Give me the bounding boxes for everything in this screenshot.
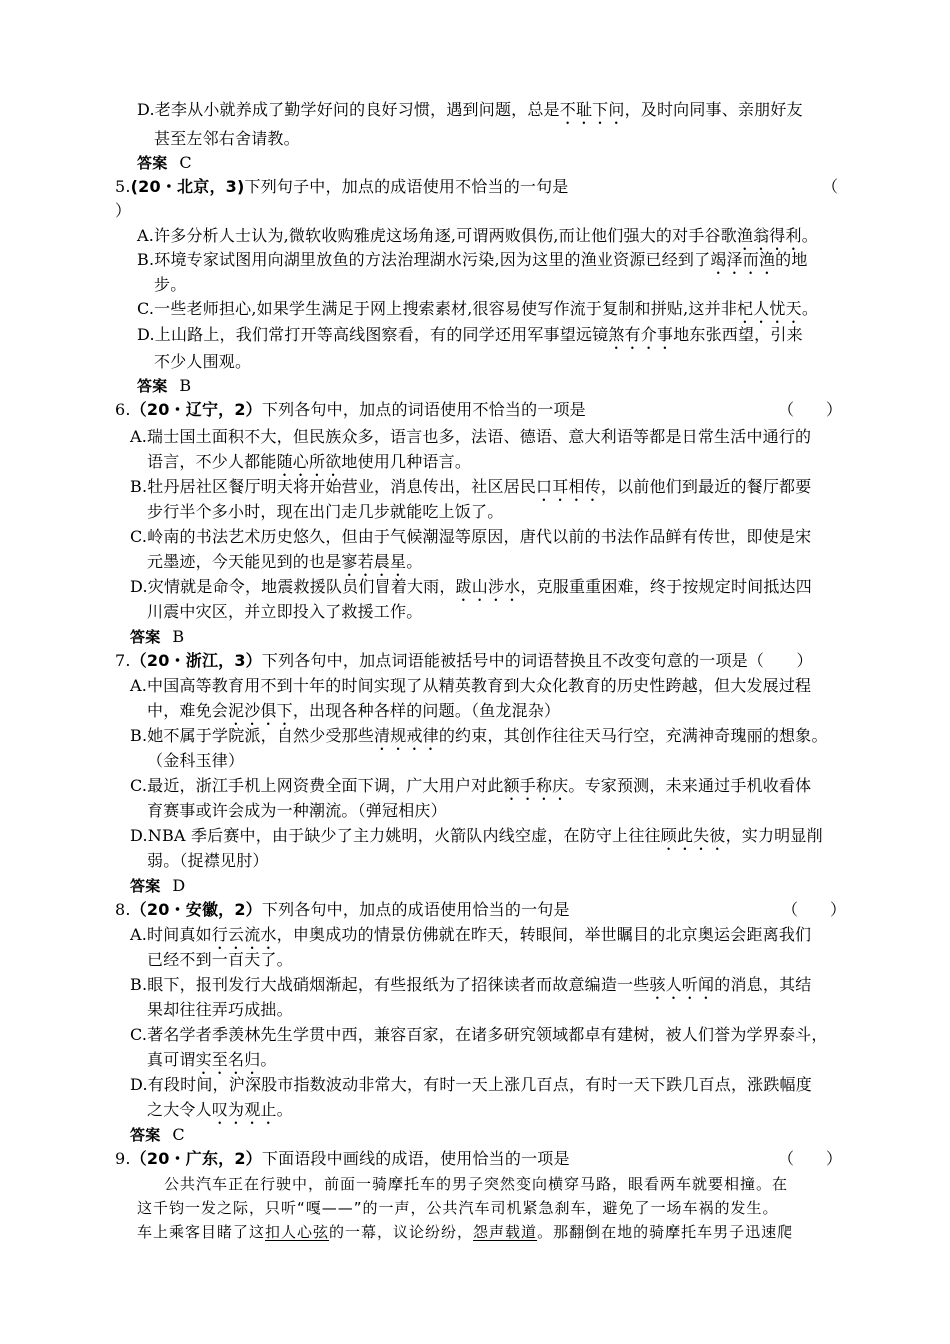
question-text: 下列各句中，加点词语能被括号中的词语替换且不改变句意的一项是（ ） [261, 651, 813, 670]
answer-value: B [172, 627, 185, 646]
q5-option-d-line2: 不少人围观。 [154, 352, 252, 371]
text: D.老李从小就养成了勤学好问的良好习惯，遇到问题，总是 [137, 100, 560, 119]
question-number: 5. [115, 177, 131, 196]
answer-label: 答案 [130, 877, 161, 895]
q7-option-b-line2: （金科玉律） [147, 751, 245, 770]
question-text: 下列句子中，加点的成语使用不恰当的一句是 [244, 177, 569, 196]
q9-answer-paren: （ ） [778, 1149, 843, 1168]
q8-option-b-line1 [130, 975, 811, 1003]
text: D.上山路上，我们常打开等高线图察看，有的同学还用军事望远镜 [137, 325, 609, 344]
text: ，以前他们到最近的餐厅都要 [600, 477, 812, 496]
q8-option-c-line2 [147, 1050, 277, 1078]
q7-option-a-line1: A.中国高等教育用不到十年的时间实现了从精英教育到大众化教育的历史性跨越，但大发展过程 [130, 676, 812, 695]
answer-value: C [172, 1125, 185, 1144]
dotted-idiom: 竭泽而渔 [710, 250, 776, 269]
question-text: 下列各句中，加点的成语使用恰当的一句是 [261, 900, 570, 919]
text: 。 [801, 226, 818, 245]
dotted-idiom: 杞人忧天 [737, 299, 802, 318]
q7-option-d-line1 [130, 826, 823, 854]
q6-answer-paren: （ ） [778, 400, 843, 419]
answer-label: 答案 [130, 1126, 161, 1144]
text: 的约束，其创作往往天马行空，充满神奇瑰丽的想象。 [438, 726, 828, 745]
text: 的地 [775, 250, 808, 269]
question-source: (20・北京，3) [130, 177, 245, 196]
question-number: 8. [115, 900, 131, 919]
q9-stem [115, 1149, 570, 1169]
text: B.她不属于学院派，自然少受那些 [130, 726, 375, 745]
question-text: 下面语段中画线的成语，使用恰当的一项是 [261, 1149, 570, 1168]
text: ，申奥成功的情景仿佛就在昨天，转眼间，举世瞩目的北京奥运会距离我们 [276, 925, 812, 944]
text: A.许多分析人士认为,微软收购雅虎这场角逐,可谓两败俱伤,而让他们强大的对手谷歌 [137, 226, 737, 245]
q6-answer [130, 627, 184, 647]
question-source: （20・安徽，2） [130, 900, 262, 919]
answer-value: C [179, 153, 192, 172]
q8-answer [130, 1125, 185, 1145]
dotted-idiom: 寥若晨星 [341, 552, 407, 571]
q5-stem [115, 177, 569, 197]
text: 元墨迹，今天能见到的也是 [147, 552, 342, 571]
dotted-idiom: 跋山涉水 [455, 577, 521, 596]
q8-answer-paren: （ ） [782, 900, 847, 919]
q7-option-a-line2 [147, 701, 560, 729]
text: 车上乘客目睹了这 [137, 1223, 266, 1241]
text: 。 [801, 299, 819, 318]
q4-answer [137, 153, 192, 173]
q6-option-b-line1 [130, 477, 811, 505]
q6-stem [115, 400, 586, 420]
dotted-idiom: 口耳相传 [536, 477, 601, 496]
q4-option-d-line1 [137, 100, 803, 128]
q6-option-b-line2: 步行半个多小时，现在出门走几步就能吃上饭了。 [147, 502, 504, 521]
dotted-idiom: 骇人听闻 [649, 975, 715, 994]
q7-option-c-line1 [130, 776, 811, 804]
text: C.最近，浙江手机上网资费全面下调，广大用户对此 [130, 776, 504, 795]
q8-option-b-line2: 果却往往弄巧成拙。 [147, 1000, 293, 1019]
text: ，及时向同事、亲朋好友 [624, 100, 803, 119]
q6-option-d-line1 [130, 577, 812, 605]
text: 之大令人 [147, 1100, 212, 1119]
q7-stem [115, 651, 813, 671]
question-source: （20・辽宁，2） [130, 400, 262, 419]
text: 。 [260, 1050, 277, 1069]
text: 。 [406, 552, 423, 571]
q8-option-d-line2 [147, 1100, 293, 1128]
text: 地东张西望，引来 [673, 325, 803, 344]
text: 。那翻倒在地的骑摩托车男子迅速爬 [537, 1223, 794, 1241]
q4-option-d-line2: 甚至左邻右舍请教。 [154, 129, 300, 148]
q9-passage-line2: 这千钧一发之际，只听“嘎——”的一声，公共汽车司机紧急刹车，避免了一场车祸的发生。 [137, 1199, 779, 1217]
dotted-idiom: 清规戒律 [374, 726, 439, 745]
q6-option-c-line2 [147, 552, 422, 580]
q5-paren-close: ） [115, 201, 132, 220]
text: B.牡丹居社区餐厅明天将开始营业，消息传出，社区居民 [130, 477, 537, 496]
dotted-idiom: 煞有介事 [608, 325, 674, 344]
dotted-idiom: 实至名归 [195, 1050, 261, 1069]
text: C.一些老师担心,如果学生满足于网上搜索素材,很容易使写作流于复制和拼贴,这并非 [137, 299, 738, 318]
question-number: 6. [115, 400, 131, 419]
text: B.环境专家试图用向湖里放鱼的方法治理湖水污染,因为这里的渔业资源已经到了 [137, 250, 711, 269]
dotted-idiom: 叹为观止 [211, 1100, 277, 1119]
q5-option-c [137, 299, 818, 327]
q7-option-d-line2: 弱。（捉襟见肘） [147, 851, 269, 870]
q5-option-d-line1 [137, 325, 803, 353]
q6-option-d-line2: 川震中灾区，并立即投入了救援工作。 [147, 602, 423, 621]
text: D.NBA 季后赛中，由于缺少了主力姚明，火箭队内线空虚，在防守上往往 [130, 826, 661, 845]
q7-option-b-line1 [130, 726, 828, 754]
q8-option-c-line1: C.著名学者季羡林先生学贯中西，兼容百家，在诸多研究领域都卓有建树，被人们誉为学界泰斗， [130, 1025, 828, 1044]
underlined-idiom: 怨声载道 [473, 1223, 538, 1241]
dotted-idiom: 顾此失彼 [660, 826, 726, 845]
text: 语言，不少人都能 [147, 452, 277, 471]
question-text: 下列各句中，加点的词语使用不恰当的一项是 [261, 400, 586, 419]
dotted-idiom: 额手称庆 [503, 776, 569, 795]
answer-value: D [172, 876, 186, 895]
answer-value: B [179, 376, 192, 395]
answer-label: 答案 [137, 377, 168, 395]
q5-option-b-line1 [137, 250, 808, 278]
q5-paren-open: （ [822, 177, 839, 196]
dotted-idiom: 渔翁得利 [736, 226, 802, 245]
question-number: 7. [115, 651, 131, 670]
q5-answer [137, 376, 191, 396]
q8-option-a-line1 [130, 925, 811, 953]
question-source: （20・浙江，3） [130, 651, 262, 670]
q7-option-c-line2: 育赛事或许会成为一种潮流。（弹冠相庆） [147, 801, 447, 820]
dotted-idiom: 行云流水 [211, 925, 277, 944]
answer-label: 答案 [130, 628, 161, 646]
text: 的一幕，议论纷纷， [329, 1223, 474, 1241]
q8-option-d-line1: D.有段时间，沪深股市指数波动非常大，有时一天上涨几百点，有时一天下跌几百点，涨跌幅度 [130, 1075, 812, 1094]
q7-answer [130, 876, 185, 896]
question-number: 9. [115, 1149, 131, 1168]
dotted-idiom: 不耻下问 [559, 100, 625, 119]
q6-option-a-line2 [147, 452, 471, 480]
text: 真可谓 [147, 1050, 196, 1069]
q6-option-c-line1: C.岭南的书法艺术历史悠久，但由于气候潮湿等原因，唐代以前的书法作品鲜有传世，即使是宋 [130, 527, 812, 546]
text: 。 [276, 1100, 293, 1119]
answer-label: 答案 [137, 154, 168, 172]
q8-stem [115, 900, 570, 920]
q5-option-b-line2: 步。 [154, 275, 187, 294]
text: 。专家预测，未来通过手机收看体 [568, 776, 812, 795]
q8-option-a-line2: 已经不到一百天了。 [147, 950, 293, 969]
q9-passage-line1: 公共汽车正在行驶中，前面一骑摩托车的男子突然变向横穿马路，眼看两车就要相撞。在 [164, 1175, 789, 1193]
text: ，实力明显削 [725, 826, 823, 845]
text: 地使用几种语言。 [341, 452, 472, 471]
dotted-idiom: 随心所欲 [276, 452, 342, 471]
text: 中，难免会 [147, 701, 229, 720]
question-source: （20・广东，2） [130, 1149, 262, 1168]
text: B.眼下，报刊发行大战硝烟渐起，有些报纸为了招徕读者而故意编造一些 [130, 975, 650, 994]
text: A.时间真如 [130, 925, 212, 944]
q9-passage-line3 [137, 1222, 793, 1242]
text: 的消息，其结 [714, 975, 812, 994]
underlined-idiom: 扣人心弦 [265, 1223, 330, 1241]
text: ，出现各种各样的问题。（鱼龙混杂） [292, 701, 561, 720]
text: ，克服重重困难，终于按规定时间抵达四 [520, 577, 812, 596]
text: D.灾情就是命令，地震救援队员们冒着大雨， [130, 577, 456, 596]
q6-option-a-line1: A.瑞士国土面积不大，但民族众多，语言也多，法语、德语、意大利语等都是日常生活中通行的 [130, 427, 812, 446]
dotted-idiom: 泥沙俱下 [228, 701, 293, 720]
